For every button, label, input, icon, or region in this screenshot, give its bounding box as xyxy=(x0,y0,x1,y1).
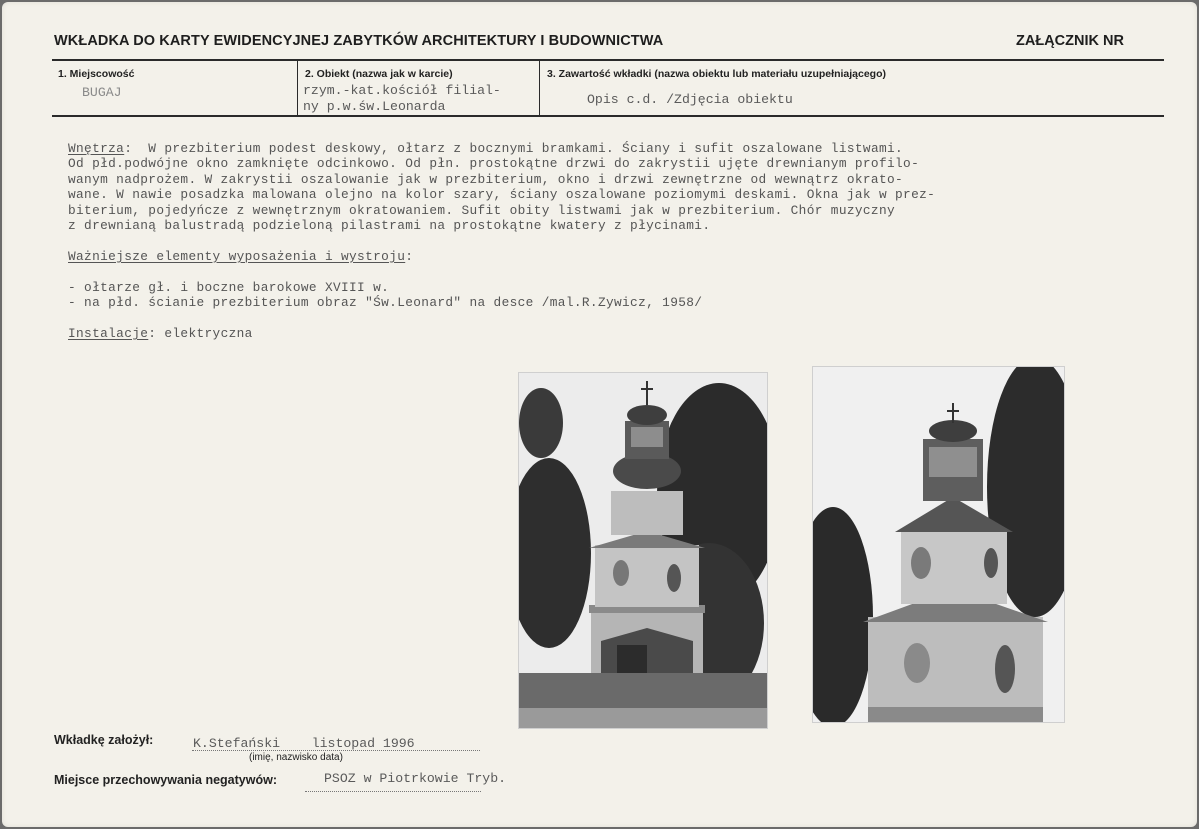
installation-value: elektryczna xyxy=(156,325,253,341)
object-label: 2. Obiekt (nazwa jak w karcie) xyxy=(305,68,453,80)
negatives-line xyxy=(305,790,481,792)
description-text: Wnętrza: W prezbiterium podest deskowy, ołtarz z bocznymi bramkami. Ściany i sufit oszalowane listwami. Od płd.podwójne okno zamknięte odcinkowo. Od płn. prostokątne drzwi do zakrystii ujęte drewnianym profilo- wanym nadprożem. W zakrystii oszalowanie jak w prezbiterium, okno i drzwi zewnętrzne od wewnątrz okrato- wane. W nawie posadzka malowana olejno na kolor szary, ściany oszalowane poziomymi deskami. Okna jak w prez- biterium, pojedyńcze z wewnętrznym okratowaniem. Sufit obity listwami jak w prezbiterium. Chór muzyczny z drewnianą balustradą podzieloną pilastrami na prostokątne kwatery z płycinami. Ważniejsze elementy wyposażenia i wystroju: - ołtarze gł. i boczne barokowe XVIII w. - na płd. ścianie prezbiterium obraz "Św.Leonard" na desce /mal.R.Zywicz, 1958/ Instalacje: elektryczna xyxy=(68,141,936,341)
church-photo-right-image xyxy=(813,367,1064,722)
installation-heading: Instalacje xyxy=(68,325,149,341)
form-title: WKŁADKA DO KARTY EWIDENCYJNEJ ZABYTKÓW ARCHITEKTURY I BUDOWNICTWA xyxy=(54,33,664,49)
negatives-label: Miejsce przechowywania negatywów: xyxy=(54,773,277,787)
object-value-line1: rzym.-kat.kościół filial- xyxy=(303,83,501,98)
interior-line-3: wanym nadprożem. W zakrystii oszalowanie jak w prezbiterium, okno i drzwi zewnętrzne od wewnątrz okrato- xyxy=(68,171,904,187)
interior-line-1: W prezbiterium podest deskowy, ołtarz z bocznymi bramkami. Ściany i sufit oszalowane listwami. xyxy=(132,141,904,156)
furnishing-heading: Ważniejsze elementy wyposażenia i wystroju xyxy=(68,248,406,264)
inventory-card-sheet xyxy=(2,2,1197,827)
church-photo-left xyxy=(518,372,768,729)
negatives-value: PSOZ w Piotrkowie Tryb. xyxy=(324,771,507,786)
header-bottom-rule xyxy=(52,115,1164,117)
locality-label: 1. Miejscowość xyxy=(58,68,135,80)
author-line xyxy=(192,749,480,751)
interior-line-2: Od płd.podwójne okno zamknięte odcinkowo. Od płn. prostokątne drzwi do zakrystii ujęte drewnianym profilo- xyxy=(68,156,920,172)
interior-heading: Wnętrza xyxy=(68,141,125,156)
interior-line-4: wane. W nawie posadzka malowana olejno na kolor szary, ściany oszalowane poziomymi deskami. Okna jak w prez- xyxy=(68,187,936,203)
locality-value: BUGAJ xyxy=(82,85,122,100)
church-photo-left-image xyxy=(519,373,767,728)
author-label: Wkładkę założył: xyxy=(54,733,154,747)
interior-line-6: z drewnianą balustradą podzieloną pilastrami na prostokątne kwatery z płycinami. xyxy=(68,218,711,234)
furnishing-item-2: - na płd. ścianie prezbiterium obraz "Św.Leonard" na desce /mal.R.Zywicz, 1958/ xyxy=(68,295,703,311)
header-top-rule xyxy=(52,59,1164,61)
furnishing-item-1: - ołtarze gł. i boczne barokowe XVIII w. xyxy=(68,279,390,295)
field-divider-2 xyxy=(539,60,540,117)
content-label: 3. Zawartość wkładki (nazwa obiektu lub materiału uzupełniającego) xyxy=(547,68,886,80)
author-hint: (imię, nazwisko data) xyxy=(249,752,343,763)
annex-label: ZAŁĄCZNIK NR xyxy=(1016,33,1124,49)
interior-line-5: biterium, pojedyńcze z wewnętrznym okratowaniem. Sufit obity listwami jak w prezbiterium. Chór muzyczny xyxy=(68,202,896,218)
church-photo-right xyxy=(812,366,1065,723)
content-value: Opis c.d. /Zdjęcia obiektu xyxy=(587,92,793,107)
object-value-line2: ny p.w.św.Leonarda xyxy=(303,99,446,114)
author-value: K.Stefański listopad 1996 xyxy=(193,736,415,751)
field-divider-1 xyxy=(297,60,298,117)
